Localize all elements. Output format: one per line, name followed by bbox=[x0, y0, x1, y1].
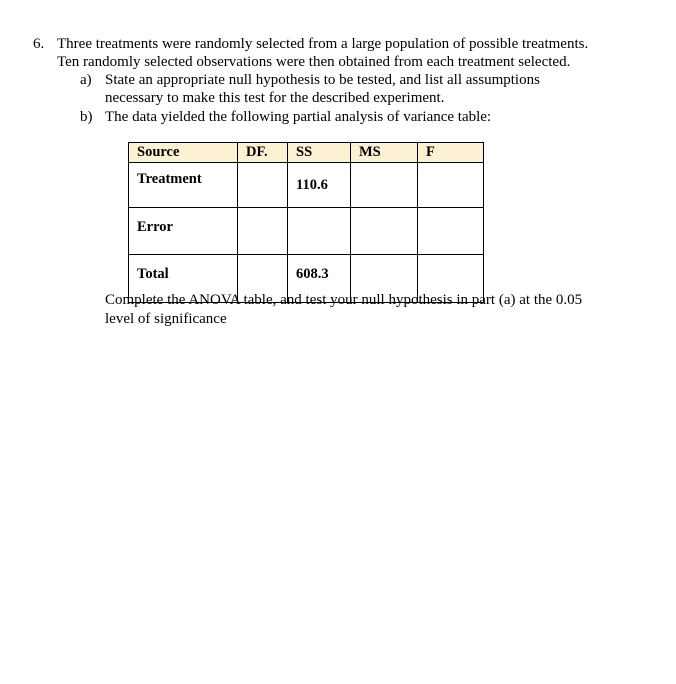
question-line-1: Three treatments were randomly selected from a large population of possible treatments. bbox=[57, 36, 589, 52]
part-b-label: b) bbox=[80, 109, 93, 125]
cell-ss-treatment: 110.6 bbox=[288, 163, 351, 208]
instruction-line-2: level of significance bbox=[105, 311, 227, 327]
question-line-2: Ten randomly selected observations were then obtained from each treatment selected. bbox=[57, 54, 571, 70]
part-b-text: The data yielded the following partial analysis of variance table: bbox=[105, 109, 492, 125]
cell-source-treatment: Treatment bbox=[129, 163, 238, 208]
question-number: 6. bbox=[33, 36, 45, 52]
cell-ss-error bbox=[288, 208, 351, 255]
table-header-row bbox=[129, 143, 484, 163]
part-a-line-2: necessary to make this test for the described experiment. bbox=[105, 90, 445, 106]
cell-source-error: Error bbox=[129, 208, 238, 255]
cell-f-treatment bbox=[418, 163, 484, 208]
header-df: DF. bbox=[238, 143, 288, 163]
cell-df-treatment bbox=[238, 163, 288, 208]
cell-ss-total: 608.3 bbox=[288, 255, 351, 303]
cell-ms-treatment bbox=[351, 163, 418, 208]
cell-df-error bbox=[238, 208, 288, 255]
anova-table bbox=[128, 142, 484, 303]
cell-f-error bbox=[418, 208, 484, 255]
instruction-line-1: Complete the ANOVA table, and test your null hypothesis in part (a) at the 0.05 bbox=[105, 292, 583, 308]
header-f: F bbox=[418, 143, 484, 163]
table-row-error bbox=[129, 208, 484, 255]
cell-ms-error bbox=[351, 208, 418, 255]
part-a-line-1: State an appropriate null hypothesis to be tested, and list all assumptions bbox=[105, 72, 540, 88]
table-row-treatment bbox=[129, 163, 484, 208]
header-ss: SS bbox=[288, 143, 351, 163]
header-source: Source bbox=[129, 143, 238, 163]
cell-source-total: Total bbox=[129, 255, 238, 303]
header-ms: MS bbox=[351, 143, 418, 163]
part-a-label: a) bbox=[80, 72, 92, 88]
